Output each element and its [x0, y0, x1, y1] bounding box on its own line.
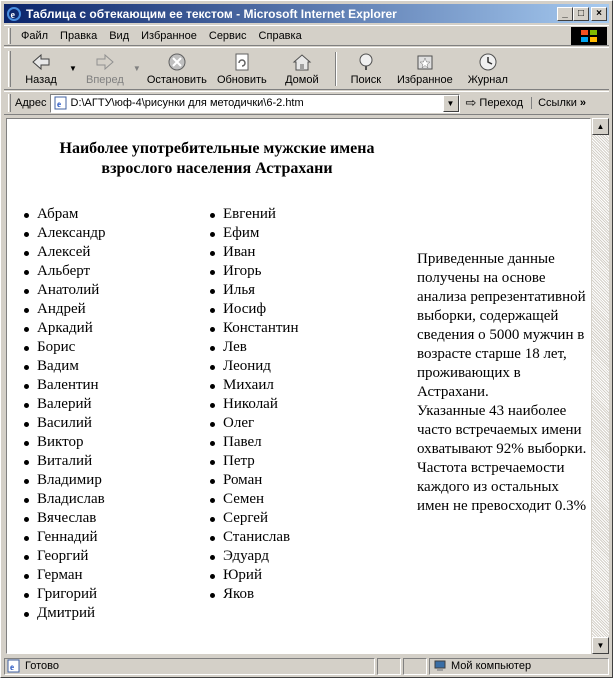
svg-text:e: e: [10, 9, 15, 21]
forward-button[interactable]: [79, 49, 131, 89]
list-item: Дмитрий: [21, 604, 106, 623]
standard-toolbar: [4, 47, 609, 90]
history-icon: [477, 52, 499, 72]
forward-label: Вперед: [86, 73, 124, 86]
address-bar: [4, 91, 609, 115]
list-item: Семен: [207, 490, 298, 509]
list-item: Лев: [207, 338, 298, 357]
menu-edit[interactable]: Правка: [60, 29, 98, 42]
back-button[interactable]: [15, 49, 67, 89]
scroll-track[interactable]: [592, 135, 609, 637]
back-arrow-icon: [30, 52, 52, 72]
menu-tools[interactable]: Сервис: [208, 29, 247, 42]
menu-file[interactable]: Файл: [21, 29, 49, 42]
list-item: Алексей: [21, 243, 106, 262]
list-item: Альберт: [21, 262, 106, 281]
maximize-button[interactable]: □: [573, 7, 589, 21]
list-item: Вячеслав: [21, 509, 106, 528]
search-button[interactable]: [341, 49, 391, 89]
menu-bar: [4, 25, 609, 46]
list-item: Иосиф: [207, 300, 298, 319]
list-item: Геннадий: [21, 528, 106, 547]
menu-favorites[interactable]: Избранное: [141, 29, 197, 42]
favorites-icon: [414, 52, 436, 72]
page-icon: [54, 96, 68, 110]
history-button[interactable]: [459, 49, 517, 89]
page-title: [27, 139, 407, 179]
list-item: Абрам: [21, 205, 106, 224]
window-title: Таблица с обтекающим ее текстом - Microsoft Internet Explorer: [26, 6, 397, 21]
list-item: Игорь: [207, 262, 298, 281]
search-icon: [355, 52, 377, 72]
windows-logo-icon: [571, 27, 607, 45]
menu-help[interactable]: Справка: [258, 29, 302, 42]
stop-button[interactable]: [143, 49, 211, 89]
list-item: Петр: [207, 452, 298, 471]
favorites-button[interactable]: [391, 49, 459, 89]
page-content: [6, 118, 591, 654]
list-item: Александр: [21, 224, 106, 243]
note-paragraph: Указанные 43 наиболее часто встречаемых имени охватывают 92% выборки.: [417, 403, 587, 457]
status-bar: [4, 657, 609, 675]
list-item: Иван: [207, 243, 298, 262]
names-list-left: [21, 205, 106, 623]
list-item: Виктор: [21, 433, 106, 452]
links-chevron-icon[interactable]: »: [579, 97, 586, 109]
address-field[interactable]: [50, 94, 460, 113]
status-zone-label: Мой компьютер: [451, 660, 532, 672]
minimize-button[interactable]: _: [557, 7, 573, 21]
toolbar-separator: [335, 52, 337, 86]
history-label: Журнал: [467, 73, 508, 86]
list-item: Яков: [207, 585, 298, 604]
home-button[interactable]: [273, 49, 331, 89]
back-label: Назад: [25, 73, 57, 86]
address-dropdown-button[interactable]: ▼: [443, 95, 459, 112]
page-icon: [7, 659, 21, 673]
menu-view[interactable]: Вид: [109, 29, 130, 42]
list-item: Валерий: [21, 395, 106, 414]
toolbar-grip[interactable]: [8, 94, 11, 112]
list-item: Олег: [207, 414, 298, 433]
list-item: Георгий: [21, 547, 106, 566]
status-text: Готово: [25, 660, 59, 672]
list-item: Константин: [207, 319, 298, 338]
toolbar-grip[interactable]: [8, 51, 11, 87]
list-item: Виталий: [21, 452, 106, 471]
refresh-icon: [231, 52, 253, 72]
list-item: Михаил: [207, 376, 298, 395]
forward-dropdown-icon[interactable]: ▼: [132, 64, 141, 73]
stop-icon: [166, 52, 188, 72]
list-item: Евгений: [207, 205, 298, 224]
go-button[interactable]: [466, 95, 524, 111]
my-computer-icon: [433, 659, 447, 673]
page-title-line2: взрослого населения Астрахани: [101, 160, 333, 177]
svg-text:e: e: [56, 99, 61, 109]
list-item: Юрий: [207, 566, 298, 585]
page-title-line1: Наиболее употребительные мужские имена: [59, 140, 375, 157]
forward-arrow-icon: [94, 52, 116, 72]
list-item: Владислав: [21, 490, 106, 509]
list-item: Сергей: [207, 509, 298, 528]
close-button[interactable]: ×: [591, 7, 607, 21]
list-item: Станислав: [207, 528, 298, 547]
status-main: [4, 658, 375, 675]
list-item: Эдуард: [207, 547, 298, 566]
list-item: Герман: [21, 566, 106, 585]
status-zone: [429, 658, 609, 675]
home-label: Домой: [285, 73, 319, 86]
home-icon: [291, 52, 313, 72]
list-item: Илья: [207, 281, 298, 300]
list-item: Григорий: [21, 585, 106, 604]
list-item: Валентин: [21, 376, 106, 395]
list-item: Вадим: [21, 357, 106, 376]
title-bar[interactable]: [4, 4, 609, 23]
list-item: Павел: [207, 433, 298, 452]
scroll-up-button[interactable]: ▲: [592, 118, 609, 135]
go-label: Переход: [479, 97, 524, 109]
list-item: Анатолий: [21, 281, 106, 300]
list-item: Андрей: [21, 300, 106, 319]
list-item: Роман: [207, 471, 298, 490]
favorites-label: Избранное: [396, 73, 453, 86]
address-label: Адрес: [15, 97, 47, 109]
status-cell: [403, 658, 427, 675]
scroll-down-button[interactable]: ▼: [592, 637, 609, 654]
search-label: Поиск: [350, 73, 382, 86]
note-paragraph: Частота встречаемости каждого из остальных имен не превосходит 0.3%: [417, 460, 587, 514]
list-item: Аркадий: [21, 319, 106, 338]
list-item: Борис: [21, 338, 106, 357]
back-dropdown-icon[interactable]: ▼: [69, 64, 77, 73]
address-input[interactable]: [71, 97, 441, 109]
stop-label: Остановить: [146, 73, 207, 86]
toolbar-grip[interactable]: [8, 28, 11, 44]
list-item: Василий: [21, 414, 106, 433]
list-item: Леонид: [207, 357, 298, 376]
names-list-middle: [207, 205, 298, 604]
go-arrow-icon: ⇨: [465, 95, 477, 110]
ie-logo-icon: [6, 6, 22, 22]
list-item: Ефим: [207, 224, 298, 243]
list-item: Владимир: [21, 471, 106, 490]
vertical-scrollbar[interactable]: [592, 118, 609, 654]
svg-text:e: e: [10, 662, 14, 672]
refresh-button[interactable]: [211, 49, 273, 89]
note-text: [417, 250, 587, 516]
links-button[interactable]: Ссылки: [531, 97, 577, 109]
note-paragraph: Приведенные данные получены на основе анализа репрезентативной выборки, содержащей сведения о 5000 мужчин в возрасте старше 18 лет, проживающих в Астрахани.: [417, 251, 586, 400]
status-cell: [377, 658, 401, 675]
list-item: Николай: [207, 395, 298, 414]
refresh-label: Обновить: [216, 73, 267, 86]
